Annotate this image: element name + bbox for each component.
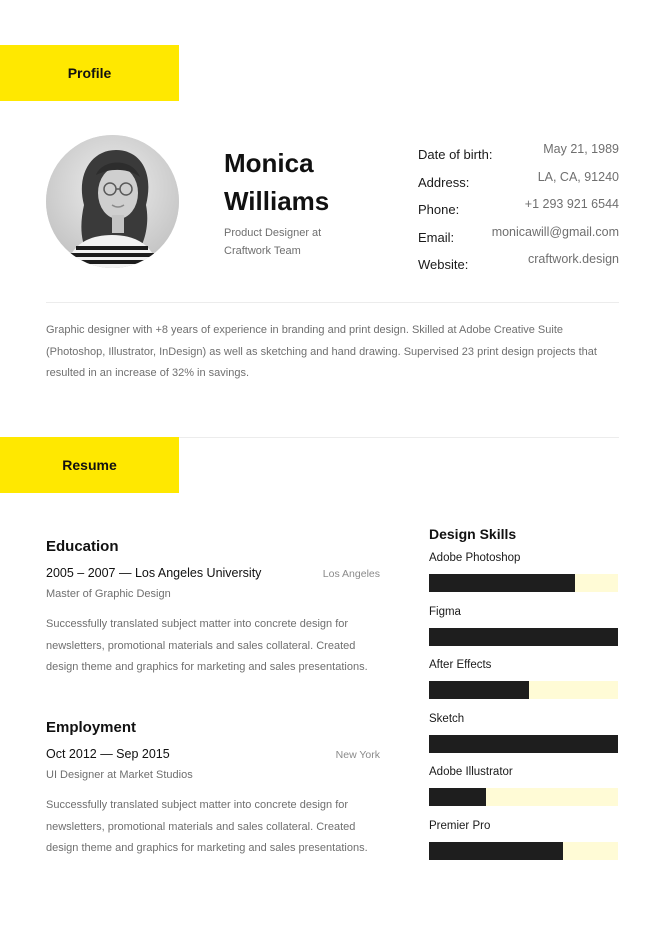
last-name: Williams bbox=[224, 186, 330, 216]
skill-bar-fill bbox=[429, 842, 563, 860]
employment-title: Employment bbox=[46, 719, 137, 736]
skill-bar bbox=[429, 574, 618, 592]
info-label: Website: bbox=[418, 257, 469, 272]
skill-photoshop bbox=[429, 552, 619, 606]
resume-section-tab bbox=[0, 437, 179, 493]
profile-tab-label: Profile bbox=[67, 65, 112, 81]
skill-bar bbox=[429, 788, 618, 806]
portrait-photo bbox=[46, 135, 179, 268]
education-entry-header bbox=[46, 566, 380, 580]
skill-label: Adobe Illustrator bbox=[429, 766, 513, 778]
skill-sketch bbox=[429, 713, 619, 767]
info-row-website bbox=[418, 252, 619, 280]
info-label: Phone: bbox=[418, 202, 460, 217]
resume-tab-label: Resume bbox=[62, 457, 117, 473]
profile-section-tab bbox=[0, 45, 179, 101]
info-value: May 21, 1989 bbox=[543, 142, 619, 156]
skill-bar-fill bbox=[429, 628, 618, 646]
skill-label: After Effects bbox=[429, 659, 492, 671]
info-value: LA, CA, 91240 bbox=[537, 169, 619, 184]
skill-label: Premier Pro bbox=[429, 819, 491, 832]
education-title: Education bbox=[46, 538, 119, 555]
skill-bar-fill bbox=[429, 735, 618, 753]
skill-bar bbox=[429, 842, 618, 860]
info-value: monicawill@gmail.com bbox=[491, 224, 619, 239]
education-degree: Master of Graphic Design bbox=[46, 588, 171, 600]
profile-summary: Graphic designer with +8 years of experience in branding and print design. Skilled at Adobe Creative Suite (Photoshop, Illustrator, InDesign) as well as sketching and hand drawing. Supervised 23 print design projects that resulted in an increase of 32% in savings. bbox=[46, 324, 597, 379]
avatar bbox=[46, 135, 179, 268]
info-value: +1 293 921 6544 bbox=[524, 197, 619, 211]
employment-entry-header bbox=[46, 747, 380, 761]
person-name bbox=[224, 144, 394, 220]
skills-title: Design Skills bbox=[429, 526, 517, 542]
section-divider bbox=[46, 302, 619, 303]
design-skills bbox=[429, 526, 619, 873]
skill-illustrator bbox=[429, 766, 619, 820]
info-row-birth bbox=[418, 142, 619, 170]
info-value: craftwork.design bbox=[527, 252, 619, 266]
education-entry-title: 2005 – 2007 — Los Angeles University bbox=[46, 566, 262, 580]
info-label: Email: bbox=[418, 229, 455, 245]
skill-bar-fill bbox=[429, 788, 486, 806]
skill-label: Adobe Photoshop bbox=[429, 552, 521, 564]
employment-position: UI Designer at Market Studios bbox=[46, 769, 193, 781]
info-row-email bbox=[418, 225, 619, 253]
personal-info bbox=[418, 142, 619, 280]
employment-location: New York bbox=[335, 749, 380, 761]
info-row-phone bbox=[418, 197, 619, 225]
education-location: Los Angeles bbox=[322, 568, 380, 580]
skill-bar-fill bbox=[429, 681, 529, 699]
employment-description: Successfully translated subject matter into concrete design for newsletters, promotional materials and sales collateral. Created design theme and graphics for marketing and sales presentations. bbox=[46, 799, 368, 854]
info-row-address bbox=[418, 170, 619, 198]
education-description: Successfully translated subject matter into concrete design for newsletters, promotional materials and sales collateral. Created design theme and graphics for marketing and sales presentations. bbox=[46, 618, 368, 673]
skill-bar bbox=[429, 681, 618, 699]
skill-bar bbox=[429, 735, 618, 753]
info-label: Address: bbox=[418, 174, 470, 190]
skill-bar-fill bbox=[429, 574, 575, 592]
skill-after-effects bbox=[429, 659, 619, 713]
section-divider bbox=[179, 437, 619, 438]
skill-label: Sketch bbox=[429, 712, 465, 725]
skill-figma bbox=[429, 606, 619, 660]
employment-entry-title: Oct 2012 — Sep 2015 bbox=[46, 747, 170, 761]
person-role: Product Designer at Craftwork Team bbox=[224, 227, 322, 257]
first-name: Monica bbox=[224, 148, 314, 178]
skill-premier-pro bbox=[429, 820, 619, 874]
skill-bar bbox=[429, 628, 618, 646]
skill-label: Figma bbox=[429, 605, 461, 618]
info-label: Date of birth: bbox=[418, 147, 493, 162]
